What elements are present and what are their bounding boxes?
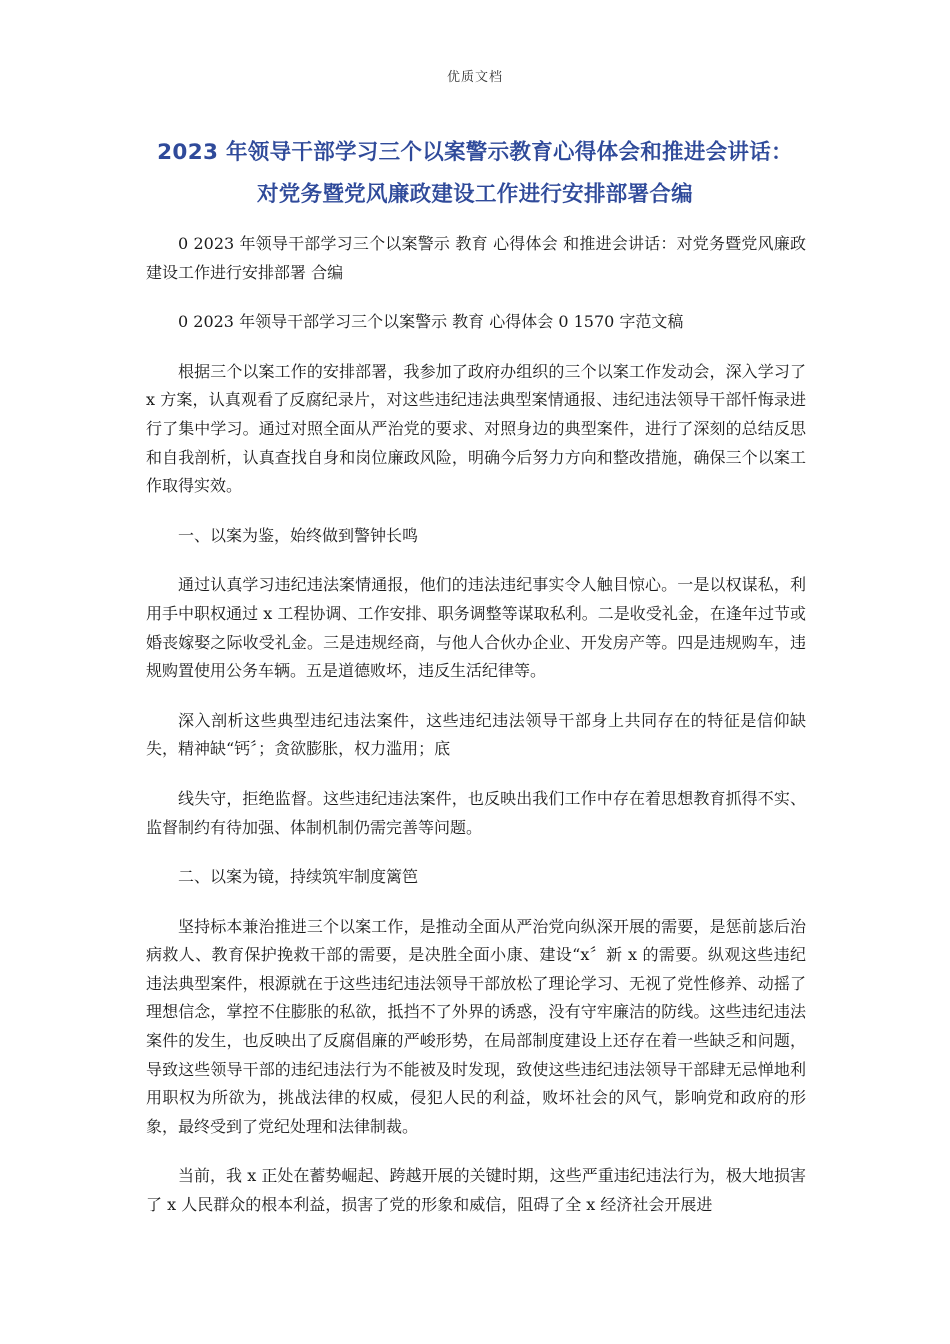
title-line-1: 2023 年领导干部学习三个以案警示教育心得体会和推进会讲话： <box>157 140 793 165</box>
paragraph: 当前，我 x 正处在蓄势崛起、跨越开展的关键时期，这些严重违纪违法行为，极大地损害了 x 人民群众的根本利益，损害了党的形象和威信，阻碍了全 x 经济社会开展进 <box>146 1166 806 1215</box>
paragraph: 通过认真学习违纪违法案情通报，他们的违法违纪事实令人触目惊心。一是以权谋私，利用手中职权通过 x 工程协调、工作安排、职务调整等谋取私利。二是收受礼金，在逢年过节或婚丧嫁娶之际收受礼金。三是违规经商，与他人合伙办企业、开发房产等。四是违规购车，违规购置使用公务车辆。五是道德败坏，违反生活纪律等。 <box>146 575 806 681</box>
paragraph-subtitle: 0 2023 年领导干部学习三个以案警示 教育 心得体会 0 1570 字范文稿 <box>178 312 684 332</box>
paragraph: 坚持标本兼治推进三个以案工作，是推动全面从严治党向纵深开展的需要，是惩前毖后治病救人、教育保护挽救干部的需要，是决胜全面小康、建设“x〞新 x 的需要。纵观这些违纪违法典型案件，根源就在于这些违纪违法领导干部放松了理论学习、无视了党性修养、动摇了理想信念，掌控不住膨胀的私欲，抵挡不了外界的诱惑，没有守牢廉洁的防线。这些违纪违法案件的发生，也反映出了反腐倡廉的严峻形势，在局部制度建设上还存在着一些缺乏和问题，导致这些领导干部的违纪违法行为不能被及时发现，致使这些违纪违法领导干部肆无忌惮地利用职权为所欲为，挑战法律的权威，侵犯人民的利益，败坏社会的风气，影响党和政府的形象，最终受到了党纪处理和法律制裁。 <box>146 916 806 1136</box>
document-body <box>146 230 806 1241</box>
title-line-2: 对党务暨党风廉政建设工作进行安排部署合编 <box>256 182 693 207</box>
page-header: 优质文档 <box>446 70 503 85</box>
paragraph: 深入剖析这些典型违纪违法案件，这些违纪违法领导干部身上共同存在的特征是信仰缺失，精神缺“钙〞；贪欲膨胀，权力滥用；底 <box>146 710 806 759</box>
section-heading-2: 二、以案为镜，持续筑牢制度篱笆 <box>178 867 419 887</box>
paragraph-intro: 0 2023 年领导干部学习三个以案警示 教育 心得体会 和推进会讲话：对党务暨党风廉政建设工作进行安排部署 合编 <box>146 234 806 282</box>
document-title <box>140 132 810 216</box>
paragraph: 根据三个以案工作的安排部署，我参加了政府办组织的三个以案工作发动会，深入学习了 x 方案，认真观看了反腐纪录片，对这些违纪违法典型案情通报、违纪违法领导干部忏悔录进行了集中学习。通过对照全面从严治党的要求、对照身边的典型案件，进行了深刻的总结反思和自我剖析，认真查找自身和岗位廉政风险，明确今后努力方向和整改措施，确保三个以案工作取得实效。 <box>146 361 806 496</box>
section-heading-1: 一、以案为鉴，始终做到警钟长鸣 <box>178 525 419 545</box>
paragraph-continued: 线失守，拒绝监督。这些违纪违法案件，也反映出我们工作中存在着思想教育抓得不实、监督制约有待加强、体制机制仍需完善等问题。 <box>146 788 806 837</box>
